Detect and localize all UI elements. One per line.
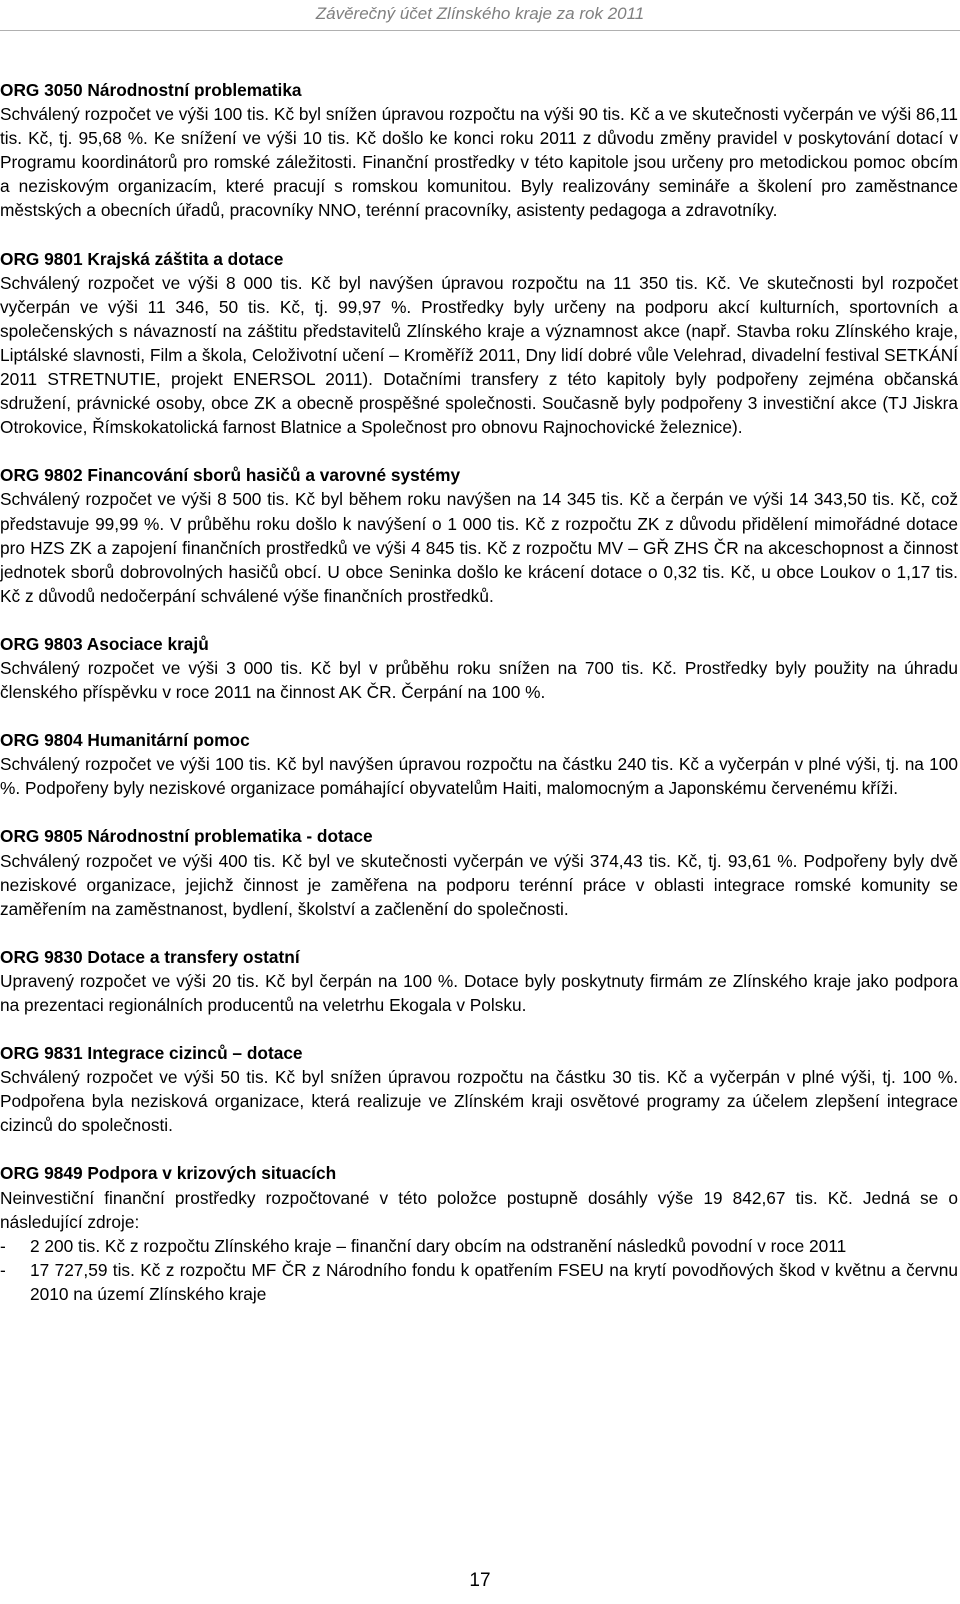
section-text: Schválený rozpočet ve výši 100 tis. Kč byl navýšen úpravou rozpočtu na částku 240 tis. Kč a vyčerpán v plné výši, tj. na 100 %. Podpořeny byly neziskové organizace pomáhající obyvatelům Haiti, malomocným a Japonskému červenému kříži.: [0, 754, 958, 799]
section-title: ORG 3050 Národnostní problematika: [0, 80, 302, 100]
section-title: ORG 9831 Integrace cizinců – dotace: [0, 1043, 303, 1064]
section-title: ORG 9803 Asociace krajů: [0, 633, 209, 654]
section-text: Schválený rozpočet ve výši 100 tis. Kč byl snížen úpravou rozpočtu na výši 90 tis. Kč a ve skutečnosti vyčerpán ve výši 86,11 tis. Kč, tj. 95,68 %. Ke snížení ve výši 10 tis. Kč došlo ke konci roku 2011 z důvodu změny pravidel v poskytování dotací v Programu koordinátorů pro romské záležitosti. Finanční prostředky v této kapitole jsou určeny pro metodickou pomoc obcím a neziskovým organizacím, které pracují s romskou komunitou. Byly realizovány semináře a školení pro zaměstnance městských a obecních úřadů, pracovníky NNO, terénní pracovníky, asistenty pedagoga a zdravotníky.: [0, 104, 958, 221]
section-text: Schválený rozpočet ve výši 8 500 tis. Kč byl během roku navýšen na 14 345 tis. Kč a čerpán ve výši 14 343,50 tis. Kč, což představuje 99,99 %. V průběhu roku došlo k navýšení o 1 000 tis. Kč z rozpočtu ZK z důvodu přidělení mimořádné dotace pro HZS ZK a zapojení finančních prostředků ve výši 4 845 tis. Kč z rozpočtu MV – GŘ ZHS ČR na akceschopnost a činnost jednotek sborů dobrovolných hasičů obcí. U obce Seninka došlo ke krácení dotace o 0,32 tis. Kč, u obce Loukov o 1,17 tis. Kč z důvodů nedočerpání schválené výše finančních prostředků.: [0, 489, 958, 606]
page-number: 17: [469, 1570, 491, 1591]
section-org-3050: [0, 78, 958, 223]
list-item-text: 2 200 tis. Kč z rozpočtu Zlínského kraje – finanční dary obcím na odstranění následků povodní v roce 2011: [30, 1235, 847, 1256]
section-org-9849: [0, 1161, 958, 1306]
dash-bullet: -: [0, 1259, 6, 1280]
funding-sources-list: [0, 1234, 958, 1306]
list-item: [0, 1234, 958, 1258]
document-body: [0, 78, 958, 1330]
section-title: ORG 9802 Financování sborů hasičů a varovné systémy: [0, 465, 461, 486]
dash-bullet: -: [0, 1235, 6, 1256]
header-divider: [0, 30, 960, 31]
section-title: ORG 9830 Dotace a transfery ostatní: [0, 946, 300, 967]
section-text: Schválený rozpočet ve výši 3 000 tis. Kč byl v průběhu roku snížen na 700 tis. Kč. Prostředky byly použity na úhradu členského příspěvku v roce 2011 na činnost AK ČR. Čerpání na 100 %.: [0, 657, 958, 703]
section-text: Neinvestiční finanční prostředky rozpočtované v této položce postupně dosáhly výše 19 842,67 tis. Kč. Jedná se o následující zdroje:: [0, 1187, 958, 1232]
section-title: ORG 9805 Národnostní problematika - dotace: [0, 826, 373, 847]
list-item: [0, 1258, 958, 1306]
section-title: ORG 9849 Podpora v krizových situacích: [0, 1163, 337, 1184]
section-text: Upravený rozpočet ve výši 20 tis. Kč byl čerpán na 100 %. Dotace byly poskytnuty firmám ze Zlínského kraje jako podpora na prezentaci regionálních producentů na veletrhu Ekogala v Polsku.: [0, 970, 958, 1015]
section-text: Schválený rozpočet ve výši 50 tis. Kč byl snížen úpravou rozpočtu na částku 30 tis. Kč a vyčerpán v plné výši, tj. 100 %. Podpořena byla nezisková organizace, která realizuje ve Zlínském kraji osvětové programy za účelem zlepšení integrace cizinců do společnosti.: [0, 1067, 958, 1136]
section-org-9805: [0, 824, 958, 920]
section-org-9802: [0, 463, 958, 608]
section-title: ORG 9804 Humanitární pomoc: [0, 730, 250, 751]
section-text: Schválený rozpočet ve výši 8 000 tis. Kč byl navýšen úpravou rozpočtu na 11 350 tis. Kč. Ve skutečnosti byl rozpočet vyčerpán ve výši 11 346, 50 tis. Kč, tj. 99,97 %. Prostředky byly určeny na podporu akcí kulturních, sportovních a společenských s návazností na záštitu představitelů Zlínského kraje a významnost akce (např. Stavba roku Zlínského kraje, Liptálské slavnosti, Film a škola, Celoživotní učení – Kroměříž 2011, Dny lidí dobré vůle Velehrad, divadelní festival SETKÁNÍ 2011 STRETNUTIE, projekt ENERSOL 2011). Dotačními transfery z této kapitoly byly podpořeny zejména občanská sdružení, právnické osoby, obce ZK a obecně prospěšné společnosti. Současně byly podpořeny 3 investiční akce (TJ Jiskra Otrokovice, Římskokatolická farnost Blatnice a Společnost pro obnovu Rajnochovické železnice).: [0, 272, 958, 438]
section-org-9804: [0, 728, 958, 800]
section-org-9830: [0, 945, 958, 1017]
section-org-9801: [0, 247, 958, 440]
document-header: Závěrečný účet Zlínského kraje za rok 2011: [315, 4, 645, 23]
section-org-9803: [0, 632, 958, 704]
section-text: Schválený rozpočet ve výši 400 tis. Kč byl ve skutečnosti vyčerpán ve výši 374,43 tis. Kč, tj. 93,61 %. Podpořeny byly dvě neziskové organizace, jejichž činnost je zaměřena na podporu terénní práce v oblasti integrace romské komunity se zaměřením na zaměstnanost, bydlení, školství a začlenění do společnosti.: [0, 850, 958, 919]
section-title: ORG 9801 Krajská záštita a dotace: [0, 248, 284, 269]
list-item-text: 17 727,59 tis. Kč z rozpočtu MF ČR z Národního fondu k opatřením FSEU na krytí povodňových škod v květnu a červnu 2010 na území Zlínského kraje: [30, 1259, 958, 1304]
section-org-9831: [0, 1041, 958, 1137]
